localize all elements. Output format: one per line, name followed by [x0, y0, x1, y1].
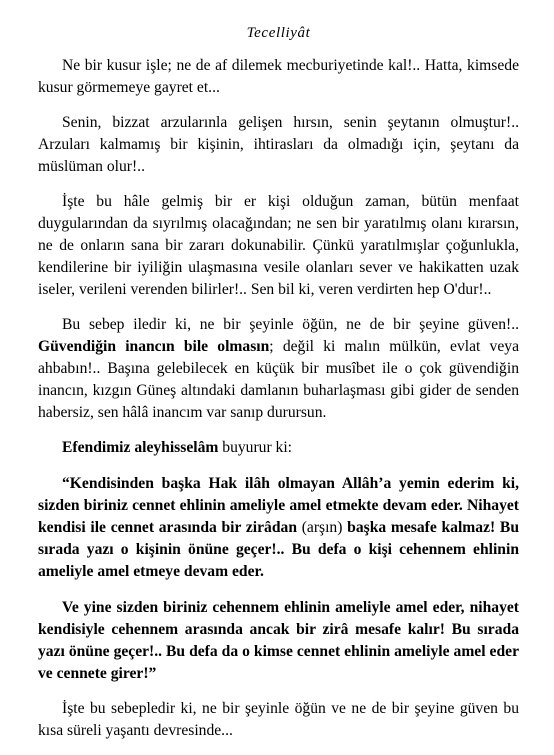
hadith-quote-1 [38, 473, 519, 583]
paragraph-4-text-b: ; değil ki malın mülkün, evlat veya ahbabın!.. Başına gelebilecek en küçük bir musîbet ile o çok güvendiğin inancın, kızgın Güneş altındaki damlanın buharlaşması gibi gider de senden habersiz, sen hâlâ inancım var sanıp durursun. [38, 338, 519, 421]
paragraph-1: Ne bir kusur işle; ne de af dilemek mecburiyetinde kal!.. Hatta, kimsede kusur görmemeye gayret et... [38, 57, 519, 96]
paragraph-4-emphasis: Güvendiğin inancın bile olmasın [38, 338, 270, 355]
running-header: Tecelliyât [246, 25, 311, 41]
paragraph-4 [38, 314, 519, 424]
hadith-quote-1-a: “Kendisinden başka Hak ilâh olmayan Allâh’a yemin ederim ki, sizden biriniz cennet ehlinin ameliyle amel etmekte devam eder. Nihayet kendisi ile cennet arasında bir zirâdan [38, 475, 519, 536]
hadith-intro-name: Efendimiz aleyhisselâm [62, 439, 219, 456]
paragraph-closing: İşte bu sebepledir ki, ne bir şeyinle öğün ve ne de bir şeyine güven bu kısa süreli yaşantı devresinde... [38, 700, 519, 739]
hadith-quote-2: Ve yine sizden biriniz cehennem ehlinin ameliyle amel eder, nihayet kendisiyle cehennem arasında ancak bir zirâ mesafe kalır! Bu sırada yazı önüne geçer!.. Bu defa da o kimse cennet ehlinin ameliyle amel eder ve cennete girer!” [38, 599, 519, 682]
hadith-quote-1-gloss: (arşın) [297, 519, 348, 536]
paragraph-2: Senin, bizzat arzularınla gelişen hırsın, senin şeytanın olmuştur!.. Arzuları kalmamış bir kişinin, ihtirasları da olmadığı için, şeytanı da müslüman olur!.. [38, 114, 519, 175]
paragraph-3: İşte bu hâle gelmiş bir er kişi olduğun zaman, bütün menfaat duygularından da sıyrılmış olacağından; ne sen bir yaratılmış olanı kırarsın, ne de onların sana bir zararı dokunabilir. Çünkü yaratılmışlar çoğunlukla, kendilerine bir iyiliğin ulaşmasına vesile olanları sever ve hakikatten uzak iseler, verileni verenden bilirler!.. Sen bil ki, veren verdirten hep O'dur!.. [38, 193, 519, 298]
paragraph-4-text-a: Bu sebep iledir ki, ne bir şeyinle öğün, ne de bir şeyine güven!.. [62, 316, 519, 333]
hadith-quote-1-b: başka mesafe kalmaz! Bu sırada yazı o kişinin önüne geçer!.. Bu defa o kişi cehennem ehlinin ameliyle amel etmeye devam eder. [38, 519, 520, 580]
hadith-intro-text: buyurur ki: [218, 439, 293, 456]
hadith-intro [38, 437, 519, 459]
book-page [38, 24, 519, 755]
